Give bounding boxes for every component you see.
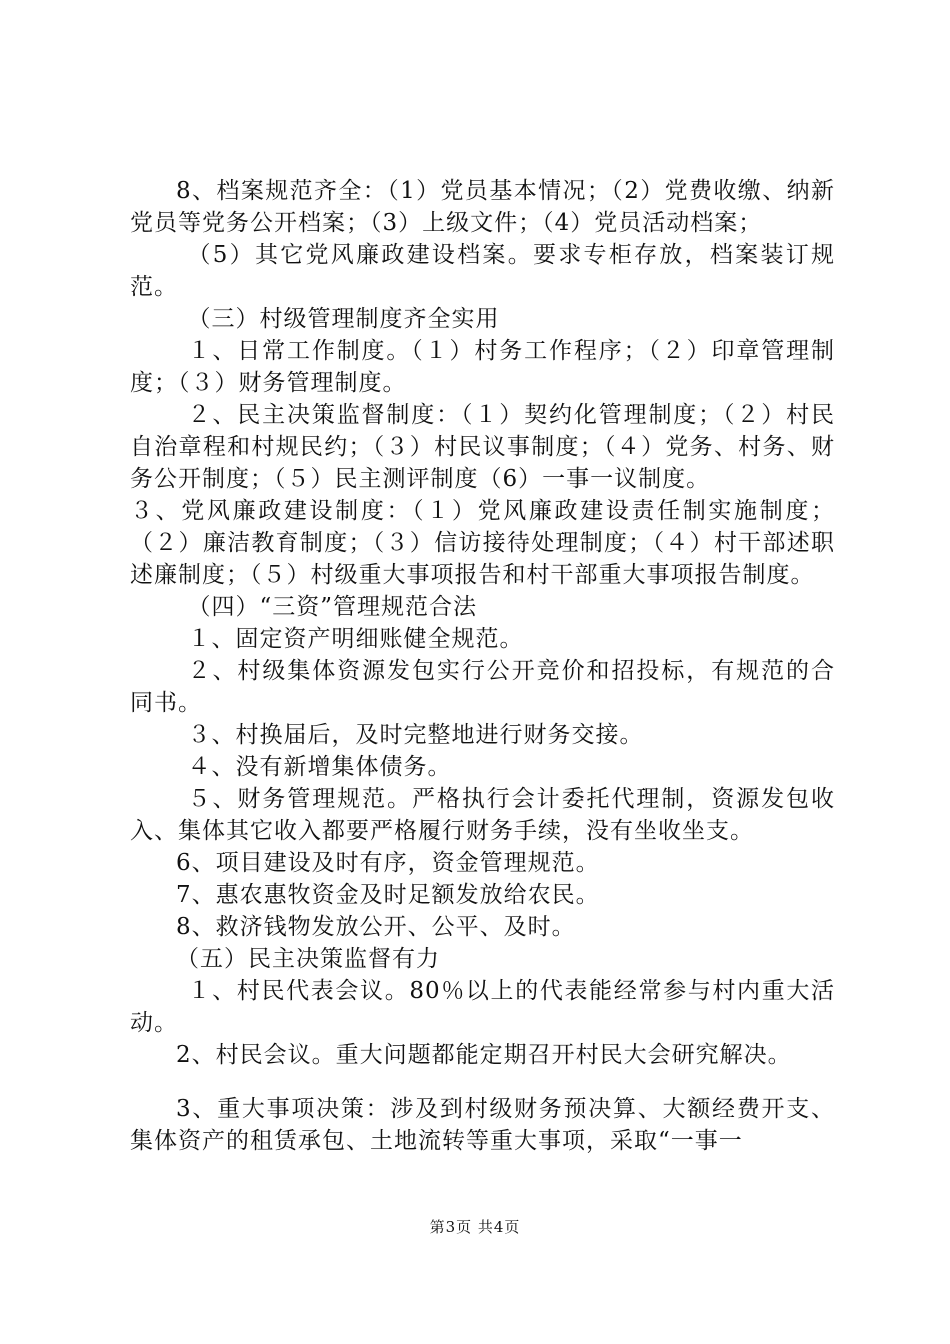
section-heading-3: （三）村级管理制度齐全实用: [187, 306, 500, 332]
paragraph-villager-meeting: 2、村民会议。重大问题都能定期召开村民大会研究解决。: [176, 1042, 792, 1068]
paragraph-resource-contract: ２、村级集体资源发包实行公开竞价和招投标，有规范的合同书。: [130, 658, 835, 716]
paragraph-integrity-system: ３、党风廉政建设制度：（１）党风廉政建设责任制实施制度；（２）廉洁教育制度；（３）信访接待处理制度；（４）村干部述职述廉制度；（５）村级重大事项报告和村干部重大事项报告制度。: [130, 498, 835, 588]
paragraph-archives-cont: （5）其它党风廉政建设档案。要求专柜存放，档案装订规范。: [130, 242, 835, 300]
section-heading-4: （四）“三资”管理规范合法: [187, 594, 478, 620]
paragraph-project-construction: 6、项目建设及时有序，资金管理规范。: [176, 850, 600, 876]
paragraph-relief-distribution: 8、救济钱物发放公开、公平、及时。: [176, 914, 576, 940]
paragraph-archives: 8、档案规范齐全：（1）党员基本情况；（2）党费收缴、纳新党员等党务公开档案；（3）上级文件；（4）党员活动档案；: [130, 178, 835, 236]
paragraph-representative-meeting: １、村民代表会议。80％以上的代表能经常参与村内重大活动。: [130, 978, 835, 1036]
paragraph-finance-management: ５、财务管理规范。严格执行会计委托代理制，资源发包收入、集体其它收入都要严格履行财务手续，没有坐收坐支。: [130, 786, 835, 844]
paragraph-handover: ３、村换届后，及时完整地进行财务交接。: [187, 722, 644, 748]
paragraph-no-new-debt: ４、没有新增集体债务。: [187, 754, 452, 780]
document-body: [130, 175, 835, 1157]
page-number-label: 第3页 共4页: [429, 1218, 521, 1236]
section-heading-5: （五）民主决策监督有力: [176, 946, 440, 972]
paragraph-major-decisions: 3、重大事项决策：涉及到村级财务预决算、大额经费开支、集体资产的租赁承包、土地流转等重大事项，采取“一事一: [130, 1096, 835, 1154]
paragraph-subsidy-funds: 7、惠农惠牧资金及时足额发放给农民。: [176, 882, 600, 908]
page-footer: [0, 1216, 950, 1237]
paragraph-daily-work: １、日常工作制度。（１）村务工作程序；（２）印章管理制度；（３）财务管理制度。: [130, 338, 835, 396]
paragraph-fixed-assets: １、固定资产明细账健全规范。: [187, 626, 524, 652]
paragraph-democratic-decision: ２、民主决策监督制度：（１）契约化管理制度；（２）村民自治章程和村规民约；（３）村民议事制度；（４）党务、村务、财务公开制度；（５）民主测评制度（6）一事一议制度。: [130, 402, 835, 492]
